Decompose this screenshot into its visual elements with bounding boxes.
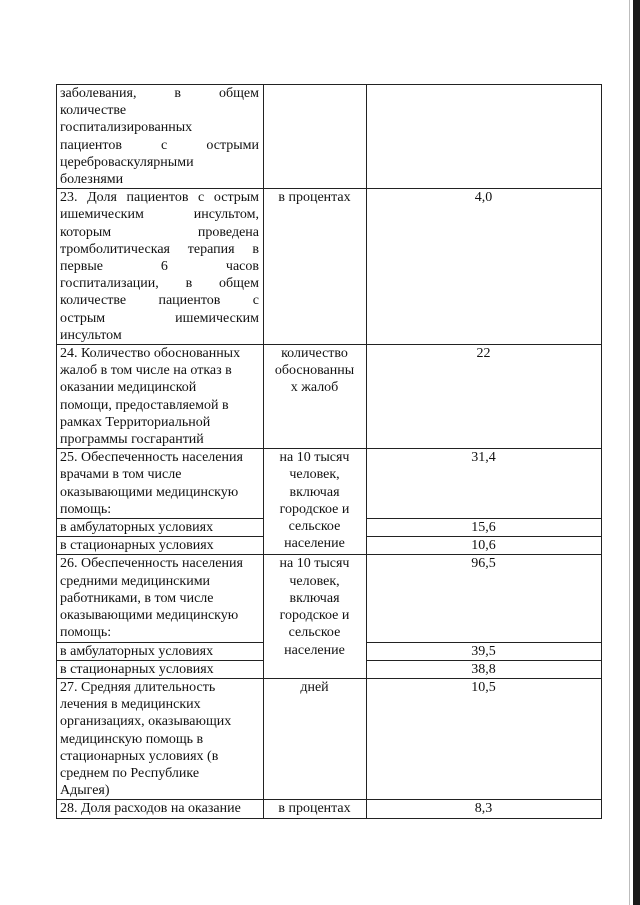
sub-indicator-cell: в амбулаторных условиях bbox=[57, 642, 264, 660]
sub-indicator-cell: в амбулаторных условиях bbox=[57, 519, 264, 537]
table-row bbox=[57, 678, 602, 799]
unit-cell: дней bbox=[264, 678, 367, 799]
unit-cell bbox=[264, 449, 367, 555]
table-row bbox=[57, 449, 602, 519]
indicator-line: первые 6 часов bbox=[60, 259, 259, 275]
indicator-cell bbox=[57, 800, 264, 818]
value-cell: 96,5 bbox=[367, 555, 602, 642]
value-cell: 31,4 bbox=[367, 449, 602, 519]
unit-line: х жалоб bbox=[290, 380, 339, 396]
indicator-line: оказывающими медицинскую bbox=[60, 608, 239, 624]
sub-indicator-cell: в стационарных условиях bbox=[57, 537, 264, 555]
indicator-line: оказании медицинской bbox=[60, 380, 197, 396]
unit-line: включая bbox=[289, 590, 340, 606]
indicator-line: которым проведена bbox=[60, 224, 259, 240]
unit-line: человек, bbox=[289, 467, 340, 483]
sub-value-cell: 15,6 bbox=[367, 519, 602, 537]
unit-cell bbox=[264, 555, 367, 678]
indicator-line: средними медицинскими bbox=[60, 573, 211, 589]
indicator-cell bbox=[57, 449, 264, 519]
indicator-line: 28. Доля расходов на оказание bbox=[60, 801, 241, 817]
unit-cell bbox=[264, 85, 367, 189]
page-edge-shadow bbox=[633, 0, 640, 905]
indicator-line: 23. Доля пациентов с острым bbox=[60, 190, 259, 206]
indicator-cell bbox=[57, 678, 264, 799]
indicator-line: помощи, предоставляемой в bbox=[60, 397, 229, 413]
value-cell: 10,5 bbox=[367, 678, 602, 799]
indicator-line: инсультом bbox=[60, 327, 122, 343]
indicator-line: 24. Количество обоснованных bbox=[60, 346, 241, 362]
unit-line: сельское bbox=[288, 519, 341, 535]
indicator-line: помощь: bbox=[60, 625, 112, 641]
indicator-line: медицинскую помощь в bbox=[60, 731, 204, 747]
indicator-cell bbox=[57, 555, 264, 642]
value-cell: 22 bbox=[367, 345, 602, 449]
indicator-cell bbox=[57, 189, 264, 345]
indicator-line: пациентов с острыми bbox=[60, 137, 259, 153]
indicator-line: организациях, оказывающих bbox=[60, 714, 232, 730]
unit-cell bbox=[264, 345, 367, 449]
indicator-line: количестве пациентов с bbox=[60, 293, 259, 309]
indicator-cell bbox=[57, 345, 264, 449]
sub-value-cell: 10,6 bbox=[367, 537, 602, 555]
indicator-line: стационарных условиях (в bbox=[60, 748, 219, 764]
unit-line: городское и bbox=[279, 501, 350, 517]
indicator-line: острым ишемическим bbox=[60, 310, 259, 326]
page-edge-line bbox=[629, 0, 630, 905]
sub-indicator-cell: в стационарных условиях bbox=[57, 660, 264, 678]
unit-line: сельское bbox=[288, 625, 341, 641]
unit-line: человек, bbox=[289, 573, 340, 589]
indicator-line: тромболитическая терапия в bbox=[60, 241, 259, 257]
indicator-line: госпитализации, в общем bbox=[60, 276, 259, 292]
indicator-line: жалоб в том числе на отказ в bbox=[60, 363, 232, 379]
unit-line: городское и bbox=[279, 608, 350, 624]
indicator-line: 27. Средняя длительность bbox=[60, 679, 216, 695]
value-cell: 8,3 bbox=[367, 800, 602, 818]
table-row bbox=[57, 345, 602, 449]
unit-cell: в процентах bbox=[264, 800, 367, 818]
indicator-line: помощь: bbox=[60, 501, 112, 517]
indicator-line: Адыгея) bbox=[60, 783, 110, 799]
unit-cell: в процентах bbox=[264, 189, 367, 345]
table-row bbox=[57, 555, 602, 642]
indicator-line: работниками, в том числе bbox=[60, 590, 214, 606]
indicator-line: госпитализированных bbox=[60, 120, 193, 136]
unit-line: обоснованны bbox=[274, 363, 355, 379]
indicator-line: врачами в том числе bbox=[60, 467, 182, 483]
table-row bbox=[57, 189, 602, 345]
indicator-line: рамках Территориальной bbox=[60, 414, 211, 430]
indicators-table bbox=[56, 84, 602, 819]
unit-line: включая bbox=[289, 484, 340, 500]
sub-value-cell: 38,8 bbox=[367, 660, 602, 678]
value-cell bbox=[367, 85, 602, 189]
indicator-line: среднем по Республике bbox=[60, 765, 200, 781]
table-row bbox=[57, 800, 602, 818]
unit-line: количество bbox=[281, 346, 348, 362]
unit-line: на 10 тысяч bbox=[279, 556, 350, 572]
indicator-line: ишемическим инсультом, bbox=[60, 207, 259, 223]
indicator-line: количестве bbox=[60, 103, 127, 119]
indicator-cell bbox=[57, 85, 264, 189]
indicator-line: оказывающими медицинскую bbox=[60, 484, 239, 500]
table-row bbox=[57, 85, 602, 189]
indicator-line: 25. Обеспеченность населения bbox=[60, 450, 243, 466]
unit-line: население bbox=[284, 536, 345, 552]
indicator-line: болезнями bbox=[60, 172, 124, 188]
unit-line: на 10 тысяч bbox=[279, 450, 350, 466]
indicator-line: программы госгарантий bbox=[60, 432, 204, 448]
unit-line: население bbox=[284, 642, 345, 658]
indicator-line: 26. Обеспеченность населения bbox=[60, 556, 243, 572]
indicator-line: лечения в медицинских bbox=[60, 697, 201, 713]
indicator-line: цереброваскулярными bbox=[60, 154, 194, 170]
indicator-line: заболевания, в общем bbox=[60, 86, 259, 101]
value-cell: 4,0 bbox=[367, 189, 602, 345]
sub-value-cell: 39,5 bbox=[367, 642, 602, 660]
